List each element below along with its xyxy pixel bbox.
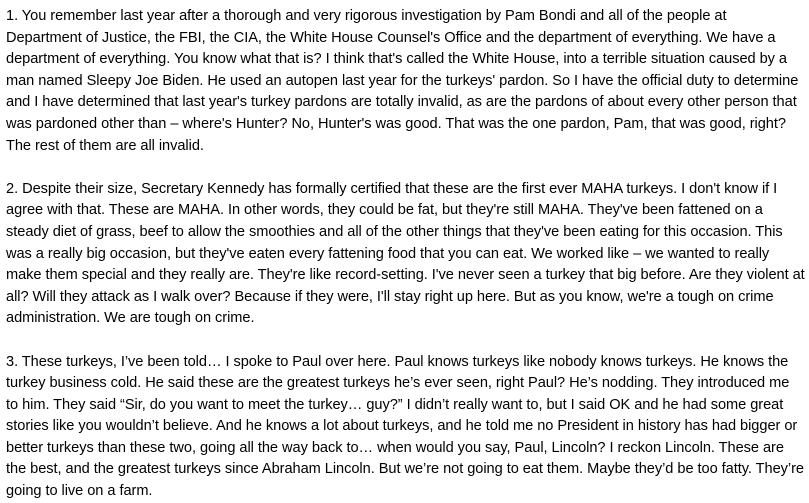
paragraph-2: 2. Despite their size, Secretary Kennedy has formally certified that these are the first ever MAHA turkeys. I don't know if I agree with that. These are MAHA. In other words, they could be fat, but they're still MAHA. They've been fattened on a steady diet of grass, beef to allow the smoothies and all of the other things that they've been eating for this occasion. This was a really big occasion, but they've eaten every fattening food that you can eat. We worked like – we wanted to really make them special and they really are. They're like record-setting. I've never seen a turkey that big before. Are they violent at all? Will they attack as I walk over? Because if they were, I'll stay right up here. But as you know, we're a tough on crime administration. We are tough on crime.	[6, 180, 805, 327]
paragraph-3: 3. These turkeys, I’ve been told… I spoke to Paul over here. Paul knows turkeys like nobody knows turkeys. He knows the turkey business cold. He said these are the greatest turkeys he’s ever seen, right Paul? He’s nodding. They introduced me to him. They said “Sir, do you want to meet the turkey… guy?” I didn’t really want to, but I said OK and he had some great stories like you wouldn’t believe. And he knows a lot about turkeys, and he told me no President in history has had bigger or better turkeys than these two, going all the way back to… when would you say, Paul, Lincoln? I reckon Lincoln. These are the best, and the greatest turkeys since Abraham Lincoln. But we’re not going to eat them. Maybe they’d be too fatty. They’re going to live on a farm.	[6, 353, 804, 500]
paragraph-1: 1. You remember last year after a thorough and very rigorous investigation by Pam Bondi and all of the people at Department of Justice, the FBI, the CIA, the White House Counsel's Office and the department of everything. We have a department of everything. You know what that is? I think that's called the White House, into a terrible situation caused by a man named Sleepy Joe Biden. He used an autopen last year for the turkeys' pardon. So I have the official duty to determine and I have determined that last year's turkey pardons are totally invalid, as are the pardons of about every other person that was pardoned other than – where's Hunter? No, Hunter's was good. That was the one pardon, Pam, that was good, right? The rest of them are all invalid.	[6, 8, 799, 154]
